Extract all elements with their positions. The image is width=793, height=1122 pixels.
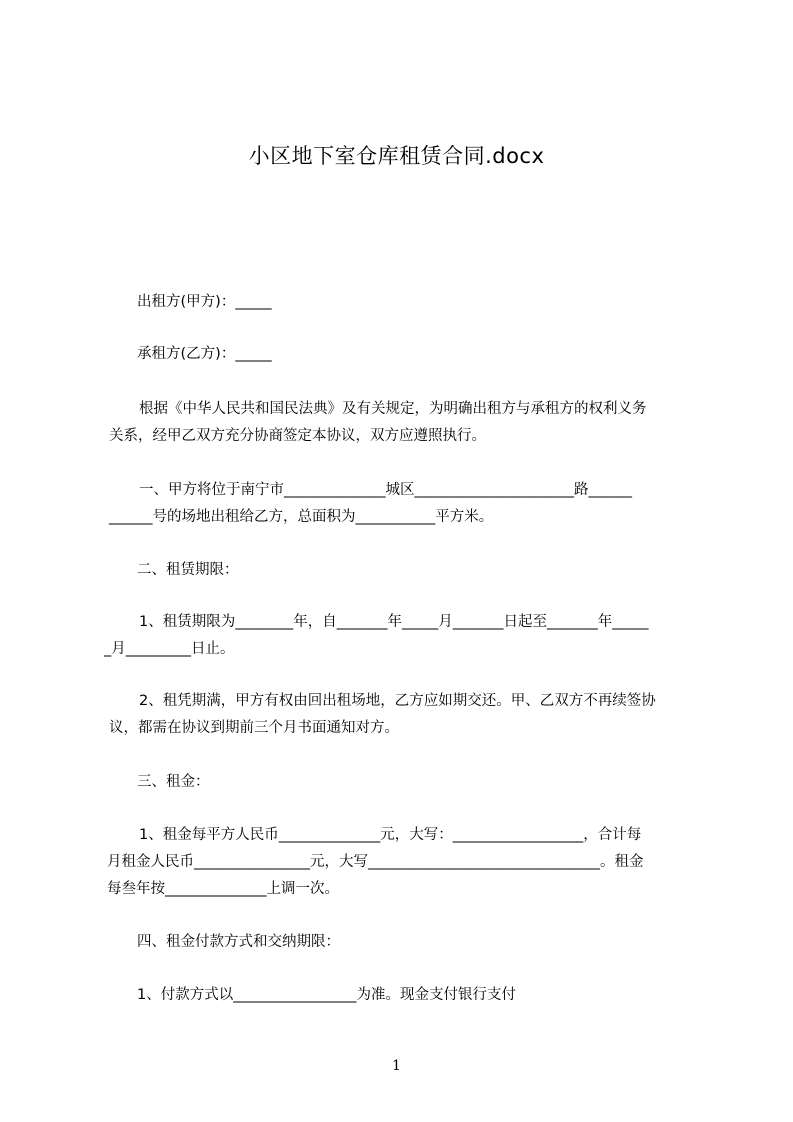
clause-1-line-2: ______号的场地出租给乙方，总面积为___________平方米。 bbox=[109, 509, 494, 525]
section-3-heading: 三、租金： bbox=[137, 774, 210, 790]
preamble-line-1: 根据《中华人民共和国民法典》及有关规定，为明确出租方与承租方的权利义务 bbox=[139, 401, 647, 417]
lessee-line: 承租方(乙方)：_____ bbox=[137, 346, 272, 362]
rent-line-1: 1、租金每平方人民币______________元，大写：__________________，合计每 bbox=[139, 827, 642, 843]
expiry-line-2: 议，都需在协议到期前三个月书面通知对方。 bbox=[109, 720, 399, 736]
page-number: 1 bbox=[392, 1058, 401, 1074]
payment-line-1: 1、付款方式以_________________为准。现金支付银行支付 bbox=[137, 987, 516, 1003]
lessor-line: 出租方(甲方)：_____ bbox=[137, 294, 272, 310]
rent-line-2: 月租金人民币________________元，大写________________________________。租金 bbox=[107, 854, 644, 870]
term-line-2: _月_________日止。 bbox=[104, 641, 235, 657]
rent-line-3: 每叁年按______________上调一次。 bbox=[107, 881, 339, 897]
document-title: 小区地下室仓库租赁合同.docx bbox=[248, 144, 545, 168]
expiry-line-1: 2、租凭期满，甲方有权由回出租场地，乙方应如期交还。甲、乙双方不再续签协 bbox=[139, 693, 656, 709]
section-2-heading: 二、租赁期限： bbox=[137, 562, 239, 578]
section-4-heading: 四、租金付款方式和交纳期限： bbox=[137, 934, 340, 950]
preamble-line-2: 关系，经甲乙双方充分协商签定本协议，双方应遵照执行。 bbox=[109, 428, 486, 444]
clause-1-line-1: 一、甲方将位于南宁市______________城区______________________路______ bbox=[139, 482, 632, 498]
term-line-1: 1、租赁期限为________年，自_______年_____月_______日起至_______年_____ bbox=[139, 614, 649, 630]
